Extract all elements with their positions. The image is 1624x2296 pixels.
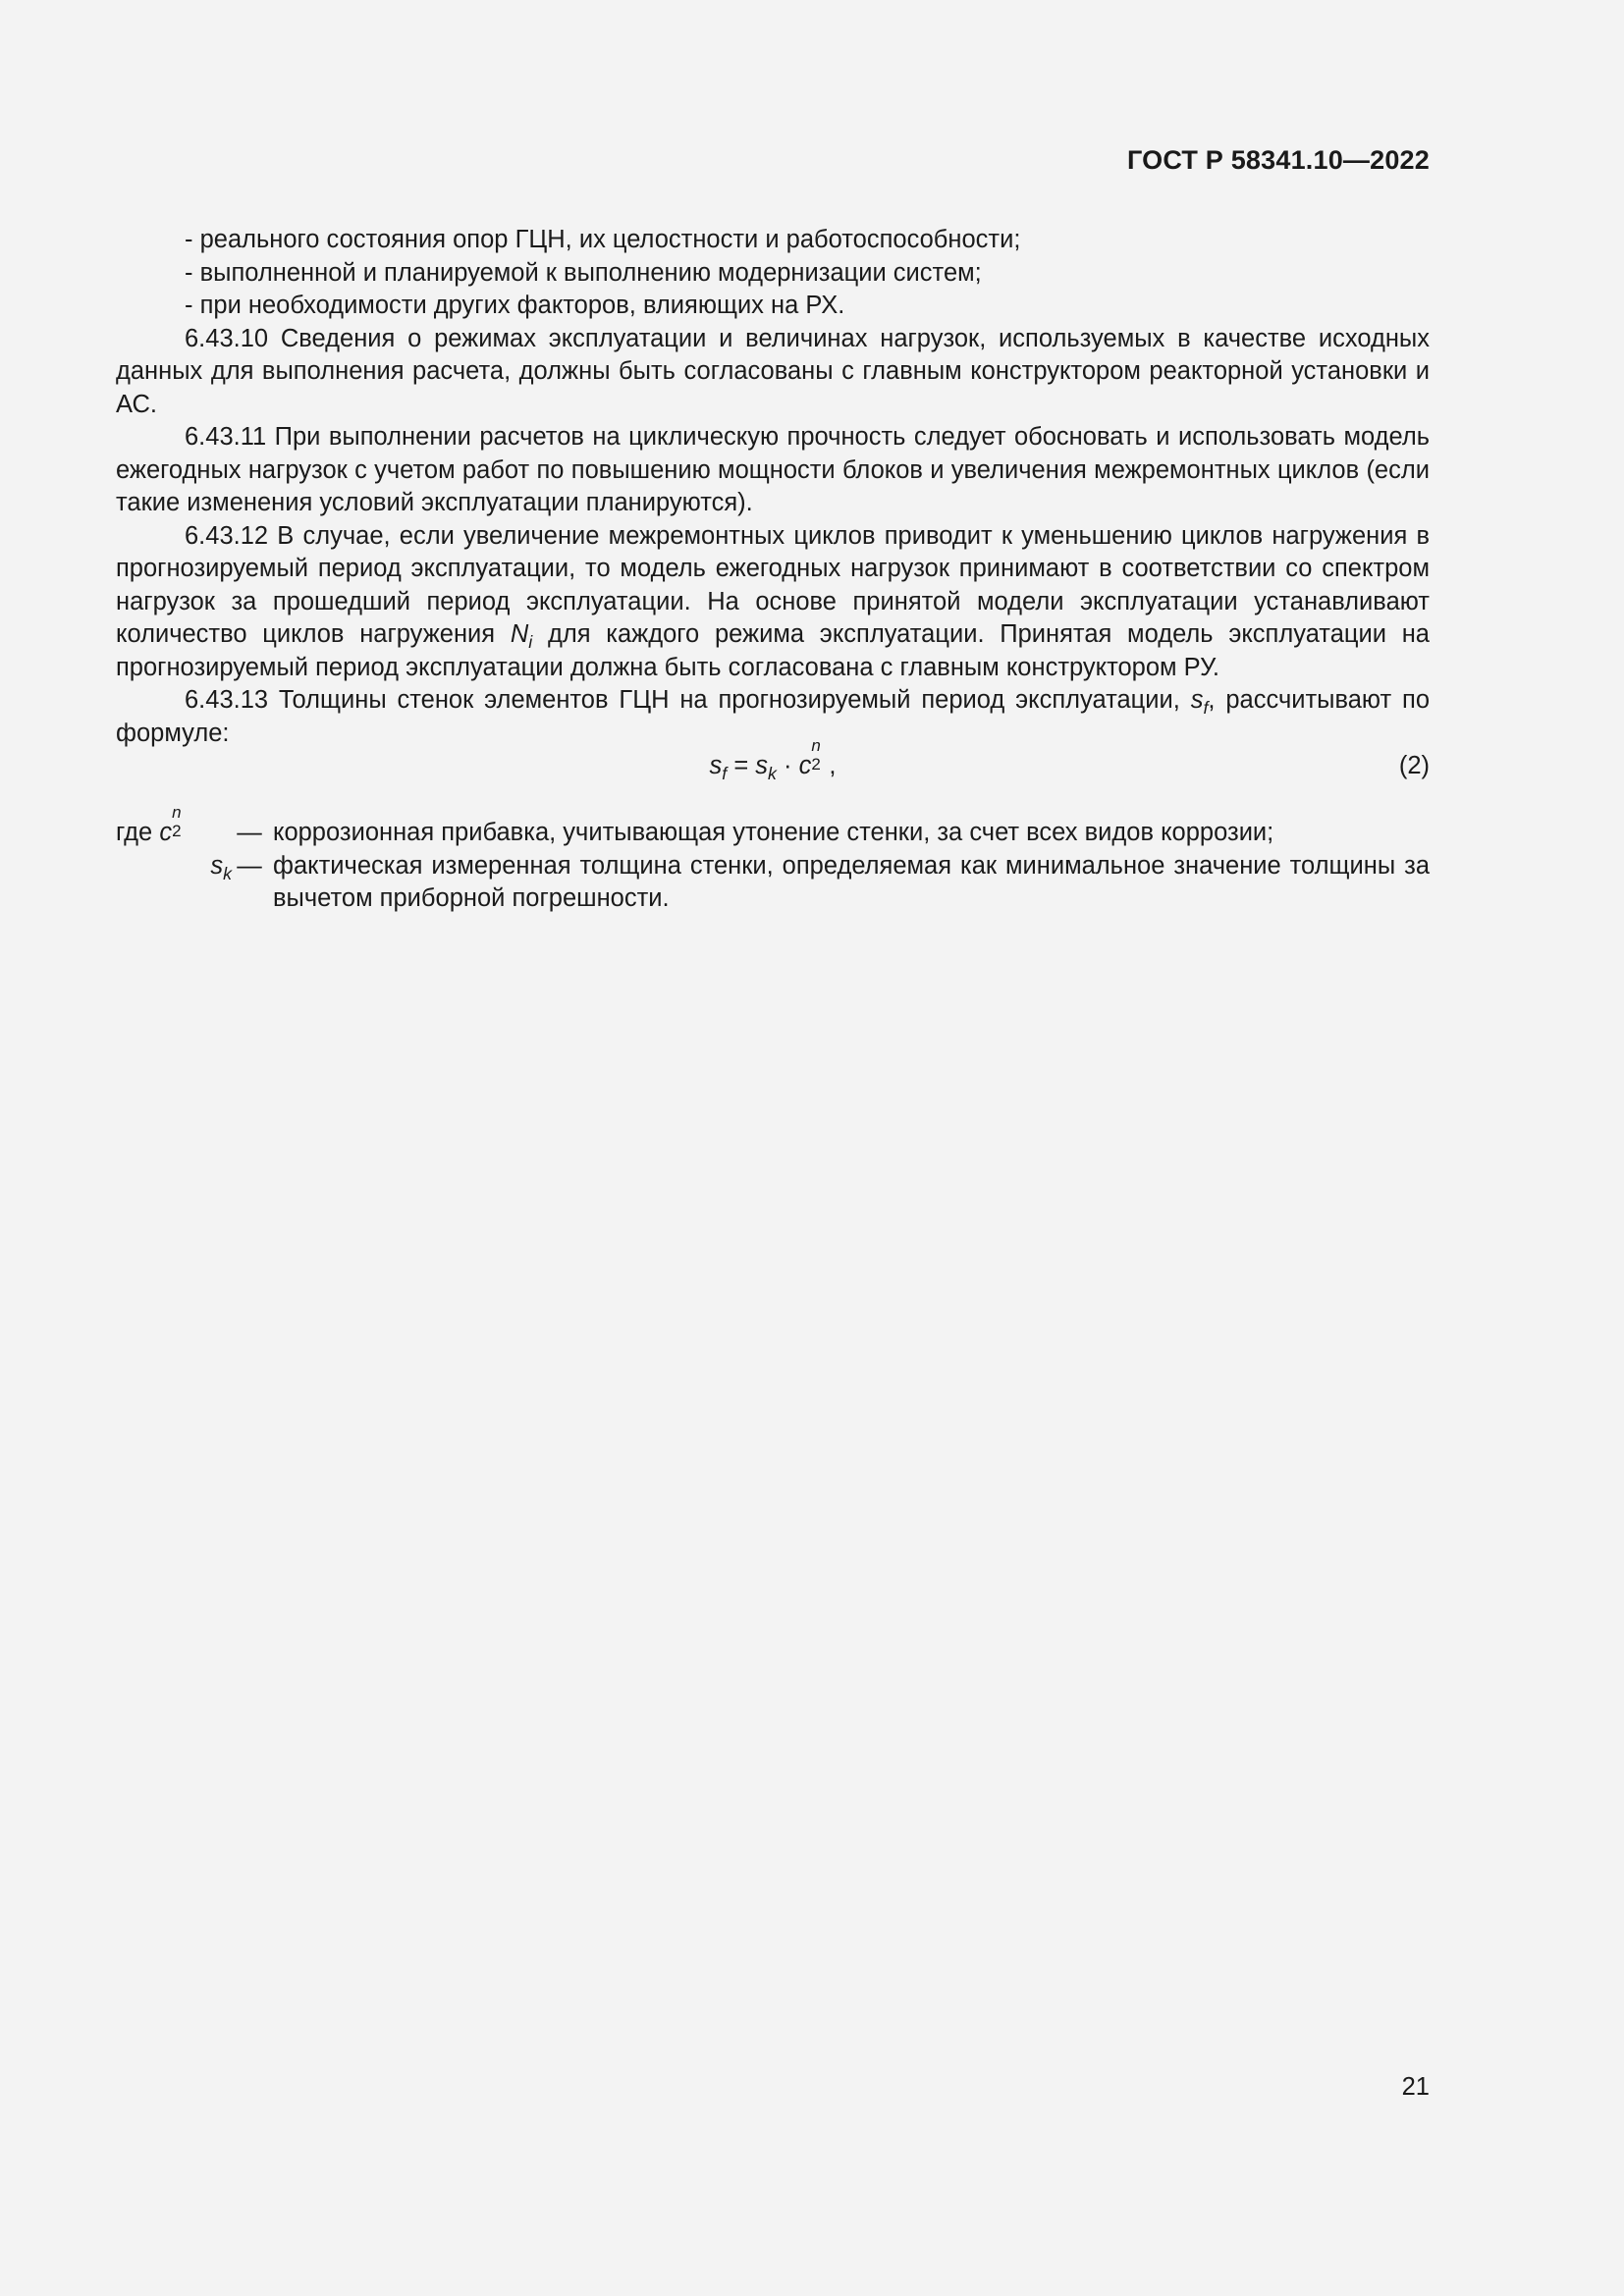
legend-desc-s: фактическая измеренная толщина стенки, определяемая как минимальное значение толщины за вычетом приборной погрешности. (273, 851, 1430, 912)
legend-term-s (116, 850, 232, 883)
page-number: 21 (1401, 2073, 1430, 2101)
legend-c-var: c (159, 819, 173, 846)
paragraph-6-43-13 (116, 684, 1430, 750)
list-item-modernization: - выполненной и планируемой к выполнению модернизации систем; (185, 258, 982, 287)
variable-s-subscript: f (1203, 698, 1209, 719)
formula-s-subscript: k (768, 764, 777, 784)
paragraph-6-43-12 (116, 520, 1430, 685)
formula-row (116, 736, 1430, 789)
formula-dot: · (776, 752, 799, 779)
list-item-supports: - реального состояния опор ГЦН, их целостности и работоспособности; (185, 226, 1021, 253)
paragraph-6-43-12-text-b: для каждого режима эксплуатации. Принятая модель эксплуатации на прогнозируемый период эксплуатации должна быть согласована с главным конструктором РУ. (116, 620, 1430, 681)
formula-c-indices (811, 736, 829, 774)
formula-s: s (755, 752, 769, 779)
legend-desc-c: коррозионная прибавка, учитывающая утонение стенки, за счет всех видов коррозии; (273, 819, 1274, 846)
formula-lhs-subscript: f (722, 764, 728, 784)
page-body (116, 224, 1430, 916)
legend-dash: — (237, 819, 262, 846)
legend-term-c (116, 803, 232, 850)
legend-row-s (116, 850, 1430, 916)
paragraph-6-43-11: 6.43.11 При выполнении расчетов на циклическую прочность следует обосновать и использовать модель ежегодных нагрузок с учетом работ по повышению мощности блоков и увеличения межремонтных циклов (если такие изменения условий эксплуатации планируются). (116, 423, 1430, 516)
paragraph-6-43-12-text-a: 6.43.12 В случае, если увеличение межремонтных циклов приводит к уменьшению циклов нагружения в прогнозируемый период эксплуатации, то модель ежегодных нагрузок принимают в соответствии со спектром нагрузок за прошедший период эксплуатации. На основе принятой модели эксплуатации устанавливают количество циклов нагружения (116, 521, 1430, 648)
formula-c-subscript: 2 (811, 755, 821, 774)
legend-where: где (116, 819, 160, 846)
formula-c-superscript: n (811, 736, 821, 755)
legend-s-subscript: k (223, 863, 232, 883)
legend-c-subscript: 2 (172, 822, 182, 840)
list-item-other-factors: - при необходимости других факторов, влияющих на РХ. (185, 292, 845, 319)
formula-comma: , (829, 752, 837, 779)
formula-equals: = (727, 752, 756, 779)
variable-n: N (510, 620, 529, 648)
formula-legend (116, 803, 1430, 916)
variable-s: s (1190, 686, 1204, 714)
variable-n-subscript: i (528, 632, 533, 653)
legend-c-indices (172, 803, 189, 840)
formula-c: c (798, 752, 812, 779)
legend-row-c (116, 803, 1430, 850)
legend-c-superscript: n (172, 803, 182, 822)
paragraph-6-43-10: 6.43.10 Сведения о режимах эксплуатации и величинах нагрузок, используемых в качестве исходных данных для выполнения расчета, должны быть согласованы с главным конструктором реакторной установки и АС. (116, 324, 1430, 418)
document-code-header: ГОСТ Р 58341.10—2022 (1127, 145, 1430, 175)
formula-number: (2) (1398, 752, 1430, 779)
formula-lhs: s (709, 752, 723, 779)
formula (116, 736, 1430, 784)
legend-dash: — (237, 851, 262, 880)
legend-s-var: s (210, 851, 224, 880)
paragraph-6-43-13-text-a: 6.43.13 Толщины стенок элементов ГЦН на прогнозируемый период эксплуатации, (185, 686, 1191, 714)
paragraph-6-43-13-text-b: , рассчитывают по формуле: (116, 686, 1431, 747)
